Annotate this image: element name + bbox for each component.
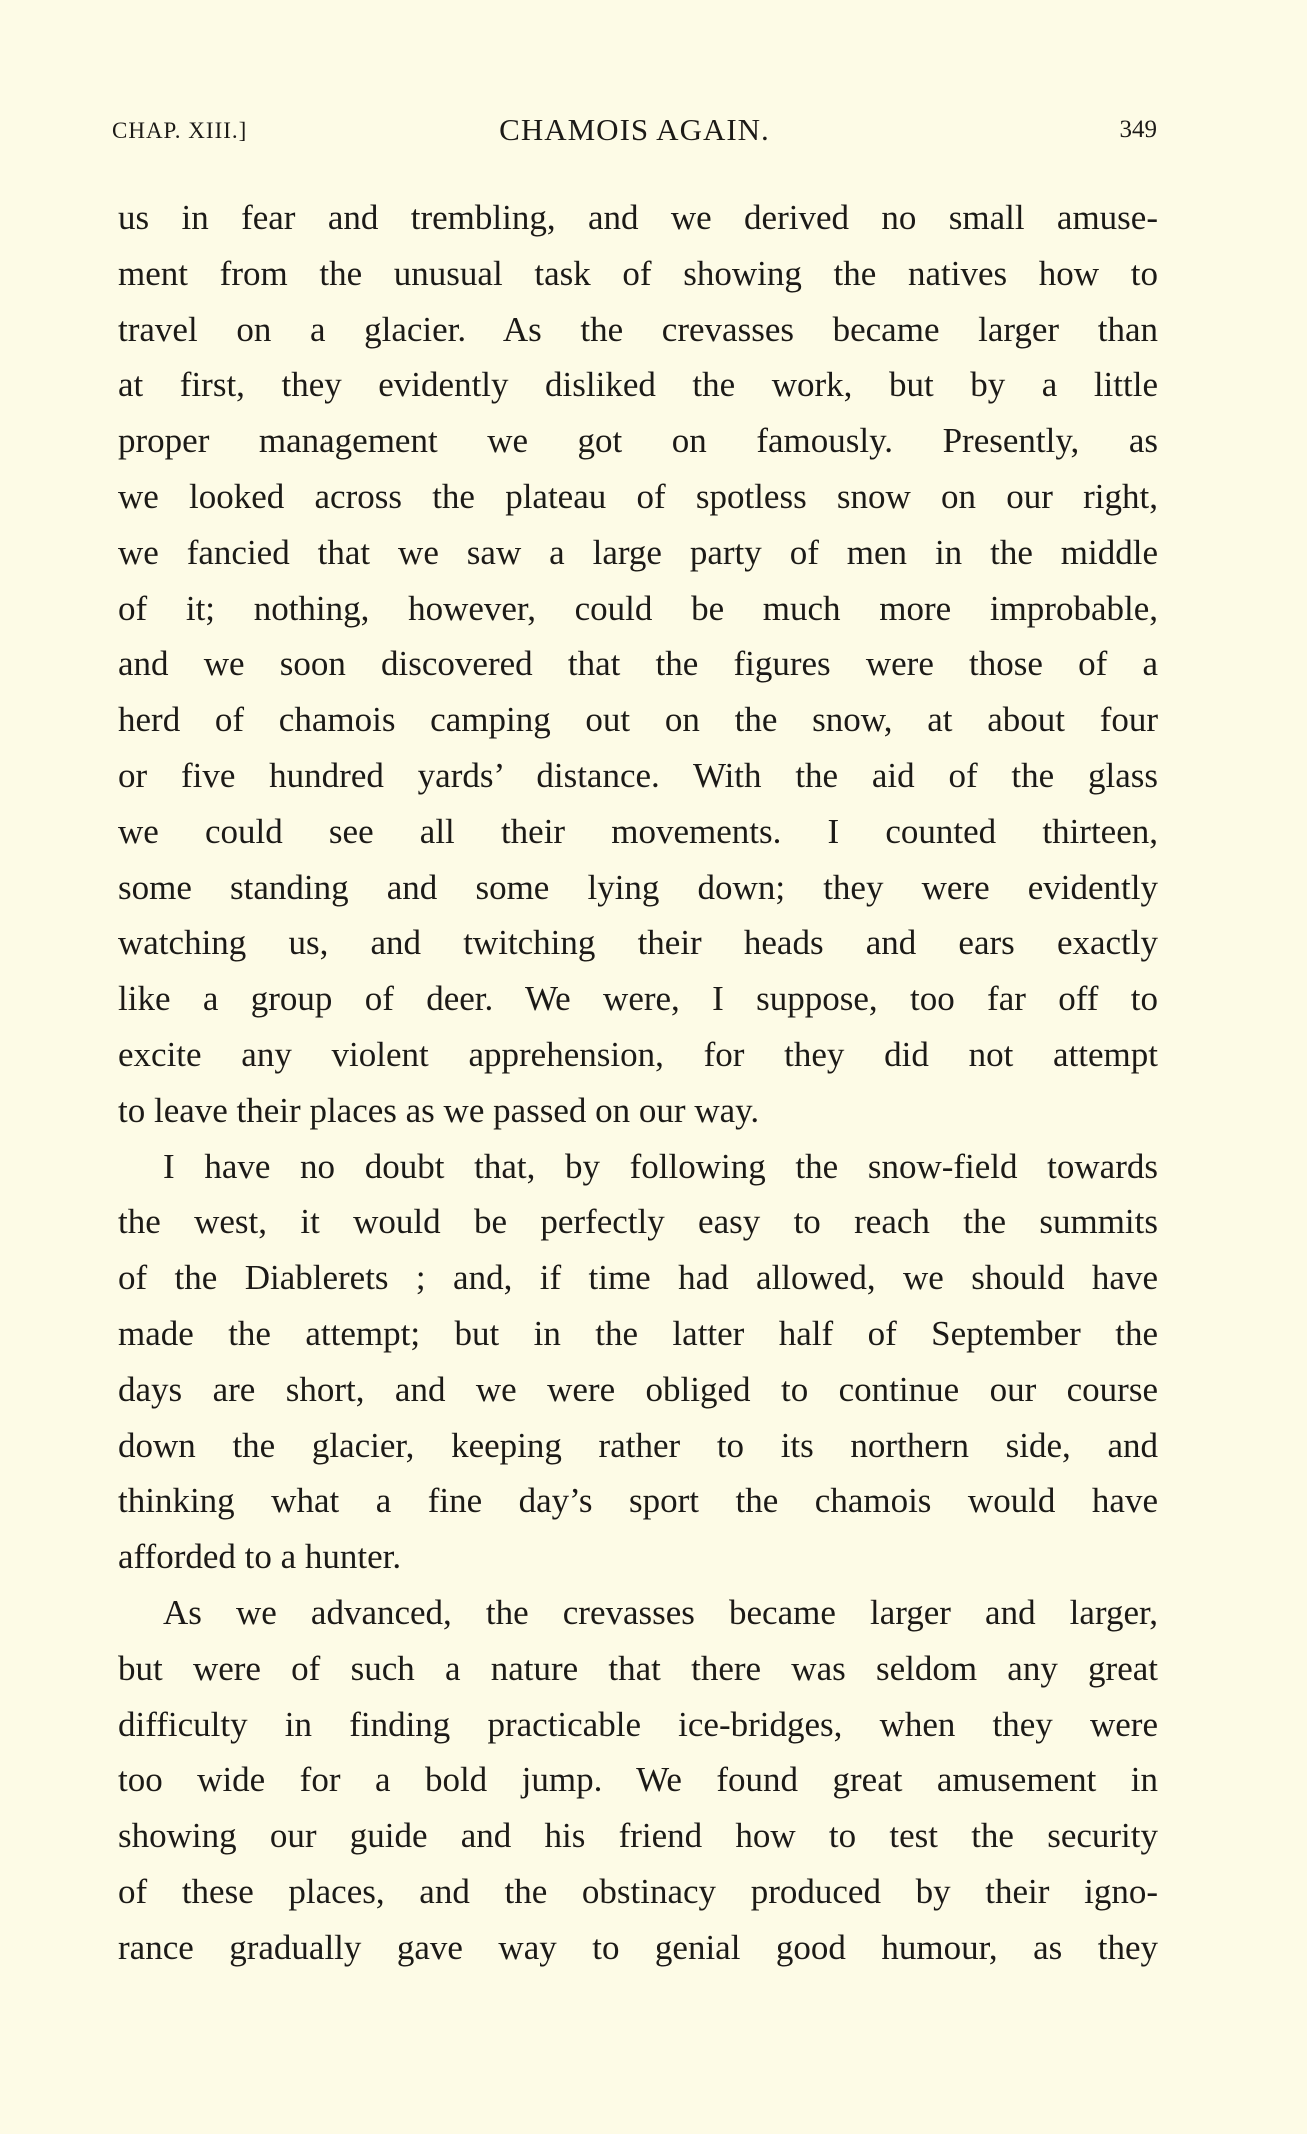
text-line: proper management we got on famously. Presently, as	[118, 421, 1158, 461]
text-line: some standing and some lying down; they were evidently	[118, 867, 1158, 907]
text-line: down the glacier, keeping rather to its northern side, and	[118, 1425, 1158, 1465]
body-text	[118, 190, 1158, 1976]
text-line: I have no doubt that, by following the snow-field towards	[163, 1146, 1158, 1186]
running-head	[112, 112, 1157, 152]
text-line: of it; nothing, however, could be much more improbable,	[118, 588, 1158, 628]
text-line: rance gradually gave way to genial good humour, as they	[118, 1927, 1158, 1967]
text-line: and we soon discovered that the figures were those of a	[118, 644, 1158, 684]
text-line: afforded to a hunter.	[118, 1537, 402, 1577]
page-title: CHAMOIS AGAIN.	[499, 112, 770, 147]
text-line: ment from the unusual task of showing the natives how to	[118, 253, 1158, 293]
text-line: like a group of deer. We were, I suppose, too far off to	[118, 979, 1158, 1019]
text-line: we could see all their movements. I counted thirteen,	[118, 811, 1158, 851]
text-line: difficulty in finding practicable ice-bridges, when they were	[118, 1704, 1158, 1744]
text-line: of these places, and the obstinacy produced by their igno-	[118, 1871, 1158, 1911]
text-line: thinking what a fine day’s sport the chamois would have	[118, 1481, 1158, 1521]
text-line: days are short, and we were obliged to continue our course	[118, 1369, 1158, 1409]
text-line: herd of chamois camping out on the snow, at about four	[118, 700, 1158, 740]
text-line: us in fear and trembling, and we derived no small amuse-	[118, 198, 1158, 237]
text-line: the west, it would be perfectly easy to reach the summits	[118, 1202, 1158, 1242]
text-line: of the Diablerets ; and, if time had allowed, we should have	[118, 1258, 1158, 1298]
text-line: at first, they evidently disliked the work, but by a little	[118, 365, 1158, 405]
text-line: we looked across the plateau of spotless snow on our right,	[118, 476, 1158, 516]
chapter-label: CHAP. XIII.]	[112, 118, 248, 143]
text-line: we fancied that we saw a large party of men in the middle	[118, 532, 1158, 572]
text-line: watching us, and twitching their heads and ears exactly	[118, 923, 1158, 963]
text-line: showing our guide and his friend how to test the security	[118, 1816, 1158, 1856]
text-line: As we advanced, the crevasses became larger and larger,	[163, 1592, 1158, 1632]
text-line: but were of such a nature that there was seldom any great	[118, 1648, 1158, 1688]
page-number: 349	[1119, 116, 1157, 143]
text-line: to leave their places as we passed on our way.	[118, 1090, 760, 1130]
text-line: or five hundred yards’ distance. With the aid of the glass	[118, 755, 1158, 795]
text-line: made the attempt; but in the latter half of September the	[118, 1313, 1158, 1353]
text-line: travel on a glacier. As the crevasses became larger than	[118, 309, 1158, 349]
text-line: excite any violent apprehension, for they did not attempt	[118, 1034, 1158, 1074]
text-line: too wide for a bold jump. We found great amusement in	[118, 1760, 1158, 1800]
